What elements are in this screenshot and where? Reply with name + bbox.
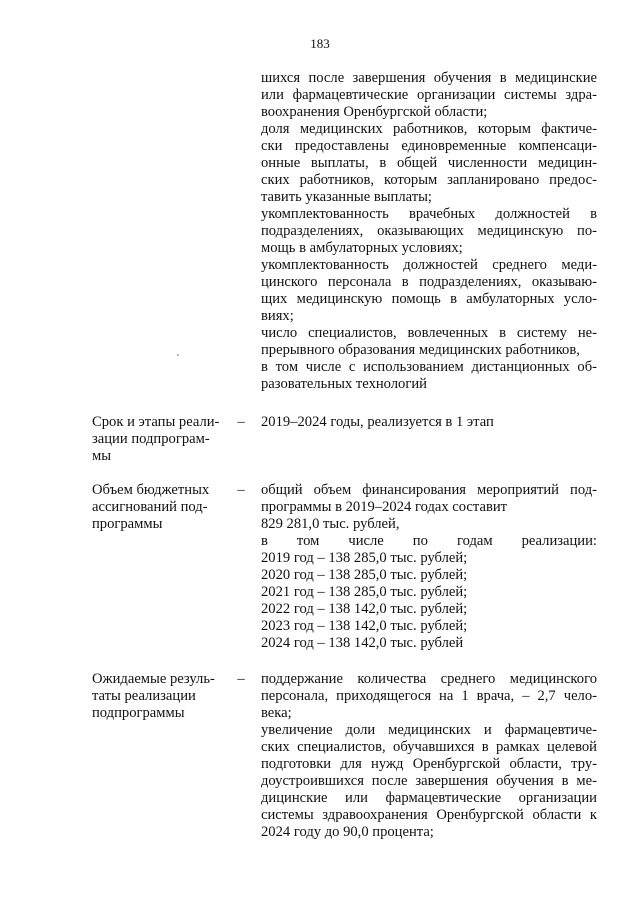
dash-separator: –	[237, 671, 245, 687]
section-value-line: поддержание количества среднего медицинского	[261, 671, 597, 687]
dash-separator: –	[237, 482, 245, 498]
section-label-line: мы	[92, 448, 112, 464]
section-label-line: Срок и этапы реали-	[92, 414, 220, 430]
continuation-line: шихся после завершения обучения в медицинские	[261, 70, 597, 86]
section-value-line: подготовки для нужд Оренбургской области, тру-	[261, 756, 597, 772]
section-value-line: доустроившихся после завершения обучения в ме-	[261, 773, 597, 789]
section-value-line: программы в 2019–2024 годах составит	[261, 499, 508, 515]
section-value-line: 2023 год – 138 142,0 тыс. рублей;	[261, 618, 468, 634]
continuation-line: укомплектованность должностей среднего меди-	[261, 257, 597, 273]
continuation-line: в том числе с использованием дистанционных об-	[261, 359, 597, 375]
continuation-line: доля медицинских работников, которым фактиче-	[261, 121, 597, 137]
section-value-line: 2024 году до 90,0 процента;	[261, 824, 434, 840]
section-value-line: 2024 год – 138 142,0 тыс. рублей	[261, 635, 464, 651]
continuation-line: онные выплаты, в общей численности медицин-	[261, 155, 597, 171]
section-value-line: в том числе по годам реализации:	[261, 533, 597, 549]
section-value-line: 2019 год – 138 285,0 тыс. рублей;	[261, 550, 468, 566]
section-value-line: персонала, приходящегося на 1 врача, – 2,7 чело-	[261, 688, 597, 704]
section-label-line: зации подпрограм-	[92, 431, 210, 447]
section-label-line: ассигнований под-	[92, 499, 208, 515]
section-label-line: Объем бюджетных	[92, 482, 210, 498]
section-value-line: века;	[261, 705, 292, 721]
section-label-line: программы	[92, 516, 163, 532]
continuation-line: ских работников, которым запланировано предос-	[261, 172, 597, 188]
continuation-line: укомплектованность врачебных должностей в	[261, 206, 597, 222]
scan-speck	[177, 354, 179, 356]
page-number: 183	[310, 36, 330, 51]
continuation-line: или фармацевтические организации системы здра-	[261, 87, 597, 103]
continuation-line: щих медицинскую помощь в амбулаторных усло-	[261, 291, 597, 307]
continuation-line: подразделениях, оказывающих медицинскую по-	[261, 223, 597, 239]
dash-separator: –	[237, 414, 245, 430]
continuation-line: тавить указанные выплаты;	[261, 189, 432, 205]
section-value-line: общий объем финансирования мероприятий под-	[261, 482, 597, 498]
section-value-line: 2020 год – 138 285,0 тыс. рублей;	[261, 567, 468, 583]
section-value-line: системы здравоохранения Оренбургской области к	[261, 807, 597, 823]
continuation-line: мощь в амбулаторных условиях;	[261, 240, 463, 256]
section-value-line: 829 281,0 тыс. рублей,	[261, 516, 400, 532]
continuation-line: виях;	[261, 308, 294, 324]
continuation-line: ски предоставлены единовременные компенсаци-	[261, 138, 597, 154]
section-label-line: таты реализации	[92, 688, 196, 704]
continuation-line: цинского персонала в подразделениях, оказываю-	[261, 274, 597, 290]
section-label-line: Ожидаемые резуль-	[92, 671, 215, 687]
section-value-line: 2019–2024 годы, реализуется в 1 этап	[261, 414, 494, 430]
section-value-line: 2021 год – 138 285,0 тыс. рублей;	[261, 584, 468, 600]
continuation-line: воохранения Оренбургской области;	[261, 104, 488, 120]
continuation-line: разовательных технологий	[261, 376, 427, 392]
continuation-line: прерывного образования медицинских работников,	[261, 342, 580, 358]
section-value-line: 2022 год – 138 142,0 тыс. рублей;	[261, 601, 468, 617]
section-value-line: увеличение доли медицинских и фармацевтиче-	[261, 722, 597, 738]
continuation-line: число специалистов, вовлеченных в систему не-	[261, 325, 597, 341]
section-label-line: подпрограммы	[92, 705, 185, 721]
section-value-line: дицинские или фармацевтические организации	[261, 790, 597, 806]
section-value-line: ских специалистов, обучавшихся в рамках целевой	[261, 739, 597, 755]
